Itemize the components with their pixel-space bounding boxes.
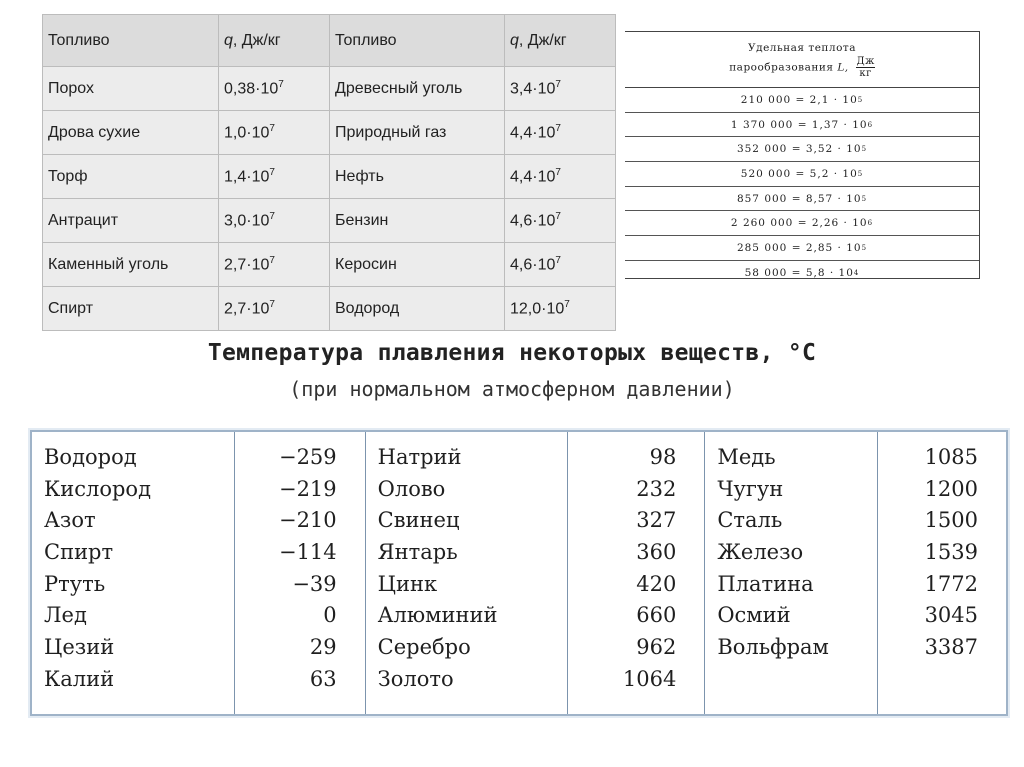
fuel-table-row xyxy=(43,155,616,199)
fuel-name: Торф xyxy=(43,155,219,199)
fuel-table-row xyxy=(43,287,616,331)
fuel-q-value: $2,7\cdot 10^7$ xyxy=(219,243,330,287)
vaporization-row: 58 000 = 5,8 · 10 4 xyxy=(744,266,860,279)
fuel-name: Антрацит xyxy=(43,199,219,243)
fuel-q-value: $4,6\cdot 10^7$ xyxy=(505,199,616,243)
substance-name: Чугун xyxy=(717,476,784,501)
fuel-q-value: $2,7\cdot 10^7$ xyxy=(219,287,330,331)
melting-subtitle: (при нормальном атмосферном давлении) xyxy=(289,377,735,401)
substance-name: Медь xyxy=(717,445,776,469)
melting-point-value: 420 xyxy=(636,571,677,596)
substance-name: Свинец xyxy=(377,508,460,533)
melting-point-value: 1200 xyxy=(924,476,979,501)
substance-name: Водород xyxy=(44,445,137,469)
vap-header-line2: парообразования xyxy=(729,61,834,74)
substance-name: Золото xyxy=(377,666,454,691)
melt-values-col-3 xyxy=(878,432,1006,714)
vaporization-row: 2 260 000 = 2,26 · 10 6 xyxy=(625,211,979,236)
fuel-name: Бензин xyxy=(330,199,505,243)
fuel-q-value: $3,0\cdot 10^7$ xyxy=(219,199,330,243)
substance-name: Лед xyxy=(44,603,87,628)
melting-point-value: −39 xyxy=(292,571,337,596)
substance-name: Серебро xyxy=(377,635,471,660)
unit-denominator: кг xyxy=(859,68,872,79)
melting-point-value: −259 xyxy=(278,445,337,469)
fuel-name: Порох xyxy=(43,67,219,111)
substance-name: Вольфрам xyxy=(717,635,829,660)
substance-name: Олово xyxy=(377,476,446,501)
fuel-name: Природный газ xyxy=(330,111,505,155)
header-q-2: q, Дж/кг xyxy=(505,15,616,67)
fuel-name: Керосин xyxy=(330,243,505,287)
substance-name: Железо xyxy=(717,540,804,565)
fuel-name: Спирт xyxy=(43,287,219,331)
substance-name: Сталь xyxy=(717,508,783,533)
fuel-table-row xyxy=(43,199,616,243)
melting-table xyxy=(30,430,1008,716)
vaporization-row: 520 000 = 5,2 · 10 5 xyxy=(625,162,979,187)
melting-point-value: 3387 xyxy=(924,635,979,660)
melting-point-value: −114 xyxy=(278,540,337,565)
melt-values-col-2 xyxy=(568,432,705,714)
substance-name: Янтарь xyxy=(377,540,458,565)
fuel-table-row xyxy=(43,111,616,155)
melting-point-value: 98 xyxy=(649,445,677,469)
melting-point-value: 962 xyxy=(636,635,677,660)
vaporization-row: 352 000 = 3,52 · 10 5 xyxy=(625,137,979,162)
substance-name: Натрий xyxy=(377,445,462,469)
melting-point-value: 327 xyxy=(636,508,677,533)
fuel-q-value: $12,0\cdot 10^7$ xyxy=(505,287,616,331)
vap-header-symbol: L, xyxy=(837,61,849,74)
unit-numerator: Дж xyxy=(856,56,875,67)
vaporization-row: 857 000 = 8,57 · 10 5 xyxy=(625,187,979,212)
melt-names-col-1 xyxy=(32,432,235,714)
substance-name: Кислород xyxy=(44,476,152,501)
fuel-heat-table xyxy=(42,14,616,331)
vaporization-row: 210 000 = 2,1 · 10 5 xyxy=(625,88,979,113)
header-fuel: Топливо xyxy=(43,15,219,67)
substance-name: Платина xyxy=(717,571,814,596)
vap-header-line1: Удельная теплота xyxy=(748,42,856,54)
substance-name: Калий xyxy=(44,666,115,691)
fuel-name: Каменный уголь xyxy=(43,243,219,287)
melting-point-value: 660 xyxy=(636,603,677,628)
melting-point-value: 232 xyxy=(636,476,677,501)
melting-point-value: 63 xyxy=(309,666,337,691)
melting-title: Температура плавления некоторых веществ, °С xyxy=(207,340,817,366)
fuel-table-row xyxy=(43,243,616,287)
melting-point-value: 1085 xyxy=(924,445,979,469)
melting-point-value: 1539 xyxy=(924,540,979,565)
vaporization-header xyxy=(625,32,979,88)
fuel-table-row xyxy=(43,67,616,111)
melting-point-value: 3045 xyxy=(924,603,979,628)
melting-point-value: 1064 xyxy=(622,666,677,691)
vaporization-row: 285 000 = 2,85 · 10 5 xyxy=(625,236,979,261)
melt-names-col-2 xyxy=(366,432,569,714)
fuel-q-value: $0,38\cdot 10^7$ xyxy=(219,67,330,111)
melting-point-value: 1772 xyxy=(924,571,979,596)
unit-fraction xyxy=(856,56,874,79)
melting-point-value: 29 xyxy=(309,635,337,660)
fuel-name: Древесный уголь xyxy=(330,67,505,111)
substance-name: Алюминий xyxy=(377,603,498,628)
fuel-name: Водород xyxy=(330,287,505,331)
melting-point-value: −219 xyxy=(278,476,337,501)
substance-name: Осмий xyxy=(717,603,791,628)
fuel-name: Дрова сухие xyxy=(43,111,219,155)
substance-name: Цинк xyxy=(377,571,438,596)
melting-point-value: 1500 xyxy=(924,508,979,533)
fuel-q-value: $1,4\cdot 10^7$ xyxy=(219,155,330,199)
vaporization-row: 1 370 000 = 1,37 · 10 6 xyxy=(625,113,979,138)
fuel-name: Нефть xyxy=(330,155,505,199)
substance-name: Цезий xyxy=(44,635,115,660)
header-q: q, Дж/кг xyxy=(219,15,330,67)
substance-name: Азот xyxy=(44,508,96,533)
fuel-q-value: $4,6\cdot 10^7$ xyxy=(505,243,616,287)
melt-values-col-1 xyxy=(235,432,366,714)
fuel-q-value: $3,4\cdot 10^7$ xyxy=(505,67,616,111)
fuel-q-value: $4,4\cdot 10^7$ xyxy=(505,111,616,155)
substance-name: Ртуть xyxy=(44,571,106,596)
melting-point-value: 0 xyxy=(323,603,337,628)
substance-name: Спирт xyxy=(44,540,114,565)
fuel-q-value: $1,0\cdot 10^7$ xyxy=(219,111,330,155)
fuel-table-header-row xyxy=(43,15,616,67)
vaporization-heat-table xyxy=(625,31,980,279)
header-fuel-2: Топливо xyxy=(330,15,505,67)
melt-names-col-3 xyxy=(705,432,878,714)
melting-point-value: 360 xyxy=(636,540,677,565)
fuel-q-value: $4,4\cdot 10^7$ xyxy=(505,155,616,199)
melting-point-value: −210 xyxy=(278,508,337,533)
